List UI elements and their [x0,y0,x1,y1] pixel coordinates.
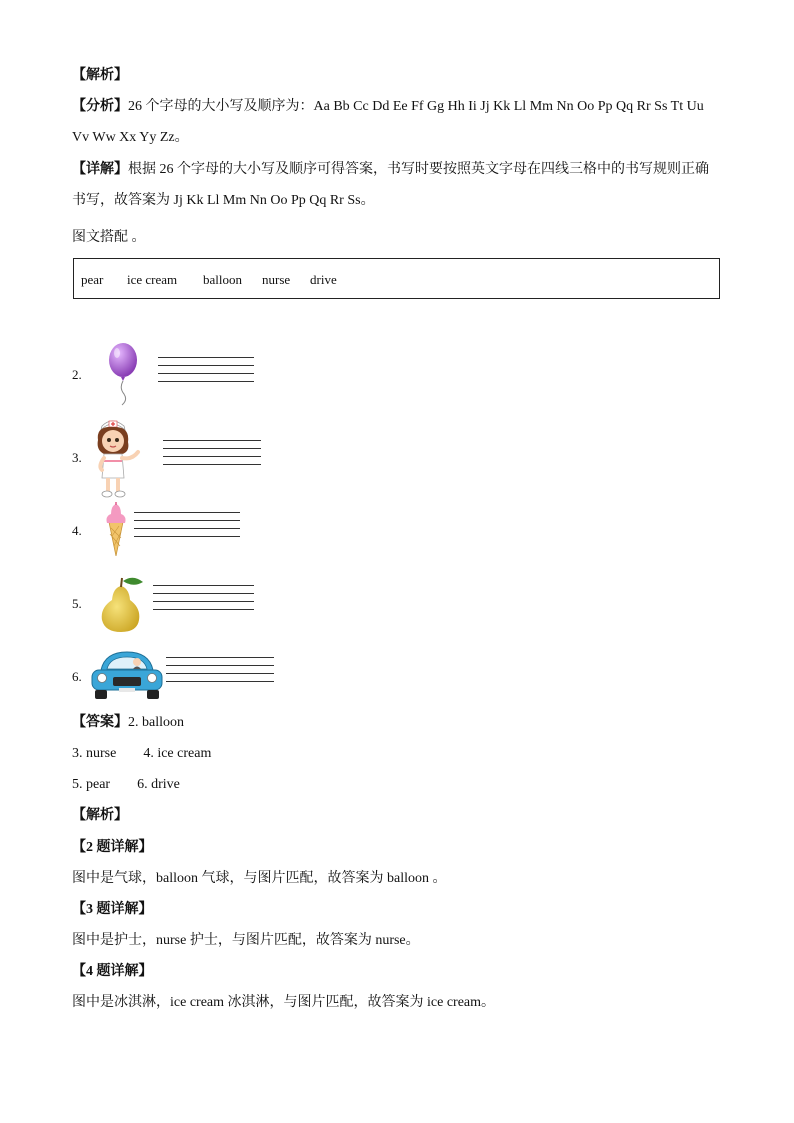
writing-lines[interactable] [134,512,240,544]
question-number: 6. [72,669,82,684]
analysis-text-1: 26 个字母的大小写及顺序为：Aa Bb Cc Dd Ee Ff Gg Hh Ii Jj Kk Ll Mm Nn Oo Pp Qq Rr Ss Tt Uu [128,99,704,114]
answer-text: 6. drive [137,777,180,792]
explanation-title: 【4 题详解】 [72,964,153,979]
writing-lines[interactable] [158,357,254,389]
word-bank-item: drive [310,272,337,287]
car-driver-icon [89,648,165,702]
nurse-icon [92,416,144,500]
analysis-line-1 [72,97,704,117]
word-bank-item: ice cream [127,272,178,287]
analysis-label: 【分析】 [72,99,128,114]
section-heading-jiexi: 【解析】 [72,68,128,83]
question-number: 3. [72,450,82,465]
detail-line-1 [72,160,709,180]
explanation-title: 【2 题详解】 [72,840,153,855]
question-number: 2. [72,367,82,382]
question-number: 5. [72,596,82,611]
word-bank-item: pear [81,272,104,287]
writing-lines[interactable] [166,657,274,689]
word-bank-item: nurse [262,272,291,287]
word-bank-item: balloon [203,272,242,287]
detail-text-1: 根据 26 个字母的大小写及顺序可得答案，书写时要按照英文字母在四线三格中的书写规则正确 [128,162,709,177]
answer-text: 2. balloon [128,715,184,730]
answer-text: 3. nurse [72,746,117,761]
detail-text-2: 书写，故答案为 Jj Kk Ll Mm Nn Oo Pp Qq Rr Ss。 [72,193,375,208]
answer-text: 4. ice cream [143,746,212,761]
answer-label: 【答案】 [72,715,128,730]
ice-cream-icon [103,502,129,556]
analysis-text-2: Vv Ww Xx Yy Zz。 [72,130,189,145]
answer-text: 5. pear [72,777,111,792]
word-bank [73,258,720,299]
explanation-title: 【3 题详解】 [72,902,153,917]
explanation-text: 图中是护士，nurse 护士，与图片匹配，故答案为 nurse。 [72,933,420,948]
detail-label: 【详解】 [72,162,128,177]
pear-icon [97,576,147,634]
explanation-text: 图中是冰淇淋，ice cream 冰淇淋，与图片匹配，故答案为 ice cream。 [72,995,496,1010]
writing-lines[interactable] [163,440,261,472]
section-heading-jiexi: 【解析】 [72,808,128,823]
task-title: 图文搭配 。 [72,230,146,245]
explanation-text: 图中是气球，balloon 气球，与图片匹配，故答案为 balloon 。 [72,871,447,886]
writing-lines[interactable] [153,585,254,617]
question-number: 4. [72,523,82,538]
answer-line-2 [72,744,211,764]
answer-line-1 [72,713,184,733]
answer-line-3 [72,775,180,795]
balloon-icon [104,342,142,406]
